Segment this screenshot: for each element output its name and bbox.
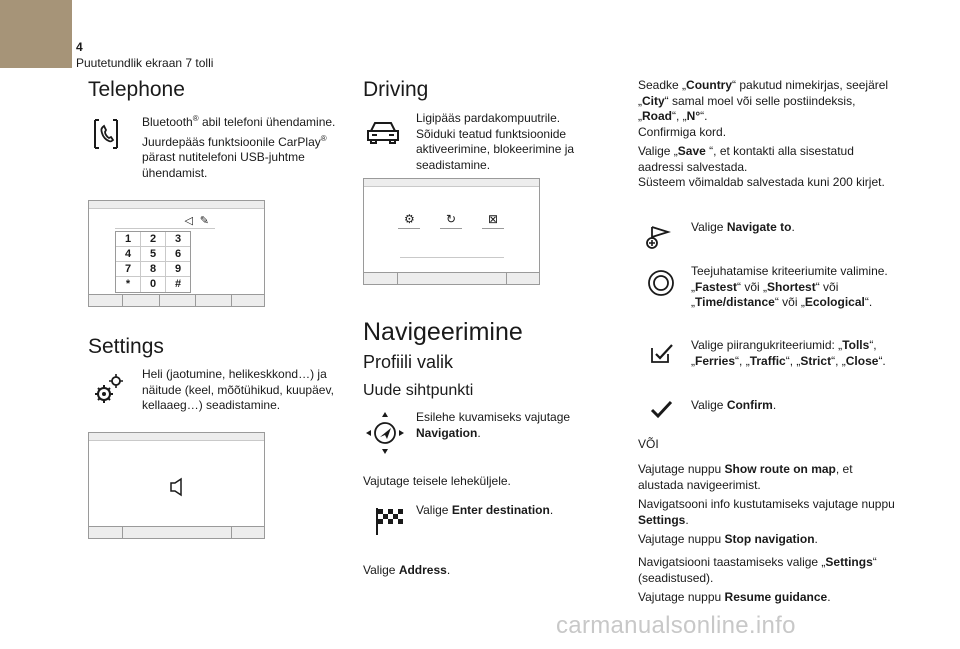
step-address: Valige Address. — [363, 563, 451, 577]
settings-description: Heli (jaotumine, helikeskkond…) ja näitude (keel, mõõtühikud, kuupäev, kellaaeg…) seadistamine. — [142, 367, 334, 412]
driving-screen-illustration — [363, 178, 540, 285]
profile-heading: Profiili valik — [363, 352, 454, 372]
edit-icon: ✎ — [199, 215, 209, 227]
driving-description: Ligipääs pardakompuutrile. Sõiduki teatud funktsioonide aktiveerimine, blokeerimine ja seadistamine. — [416, 111, 575, 172]
instruction-restore-navigation: Navigatsiooni taastamiseks valige „Settings“ (seadistused). — [638, 555, 877, 585]
instruction-show-route: Vajutage nuppu Show route on map, et alustada navigeerimist. — [638, 462, 853, 492]
instruction-settings: Navigatsooni info kustutamiseks vajutage nuppu Settings. — [638, 497, 895, 527]
instruction-criteria: Teejuhatamise kriteeriumite valimine. „Fastest“ või „Shortest“ või „Time/distance“ või „Ecological“. — [691, 264, 888, 309]
speaker-icon — [169, 477, 185, 497]
criteria-circle-icon — [646, 268, 676, 298]
page-number: 4 — [76, 40, 83, 54]
watermark: carmanualsonline.info — [556, 612, 796, 639]
step-navigation: Esilehe kuvamiseks vajutage Navigation. — [416, 410, 571, 440]
instruction-stop-navigation: Vajutage nuppu Stop navigation. — [638, 532, 818, 546]
driving-function-icon: ⚙ — [404, 212, 415, 226]
telephone-description: Bluetooth® abil telefoni ühendamine. Juurdepääs funktsioonile CarPlay® pärast nutitelefoni USB-juhtme ühendamist. — [142, 114, 336, 180]
instruction-confirm: Valige Confirm. — [691, 398, 777, 412]
navigation-heading: Navigeerimine — [363, 318, 523, 346]
settings-screen-illustration — [88, 432, 265, 539]
keypad: 1 2 3 4 5 6 7 8 9 * 0 # — [115, 231, 191, 293]
telephone-heading: Telephone — [88, 78, 185, 101]
settings-heading: Settings — [88, 335, 164, 358]
settings-gear-icon — [92, 372, 126, 406]
right-paragraph-2: Valige „Save “, et kontakti alla sisestatud aadressi salvestada. Süsteem võimaldab salvestada kuni 200 kirjet. — [638, 144, 885, 189]
page-tab — [0, 0, 72, 68]
or-separator: VÕI — [638, 437, 659, 451]
step-next-page: Vajutage teisele leheküljele. — [363, 474, 511, 488]
step-enter-destination: Valige Enter destination. — [416, 503, 554, 517]
restriction-checkbox-icon — [648, 342, 676, 366]
destination-heading: Uude sihtpunkti — [363, 382, 474, 399]
instruction-navigate-to: Valige Navigate to. — [691, 220, 795, 234]
checkered-flag-icon — [373, 506, 407, 536]
confirm-check-icon — [650, 400, 674, 420]
driving-grid-icon: ⊠ — [488, 212, 499, 226]
instruction-restrictions: Valige piirangukriteeriumid: „Tolls“, „Ferries“, „Traffic“, „Strict“, „Close“. — [691, 338, 886, 368]
navigate-to-flag-icon — [642, 224, 672, 250]
navigation-compass-icon — [365, 410, 405, 456]
section-title: Puutetundlik ekraan 7 tolli — [76, 56, 214, 70]
back-icon: ◁ — [184, 215, 193, 227]
driving-refresh-icon: ↻ — [446, 212, 457, 226]
right-paragraph-1: Seadke „Country“ pakutud nimekirjas, seejärel „City“ samal moel või selle postiindeksis, „Road“, „N°“. Confirmiga kord. — [638, 78, 889, 139]
telephone-screen-illustration — [88, 200, 265, 307]
driving-heading: Driving — [363, 78, 429, 101]
phone-icon — [90, 116, 122, 152]
instruction-resume-guidance: Vajutage nuppu Resume guidance. — [638, 590, 831, 604]
car-icon — [365, 118, 401, 146]
